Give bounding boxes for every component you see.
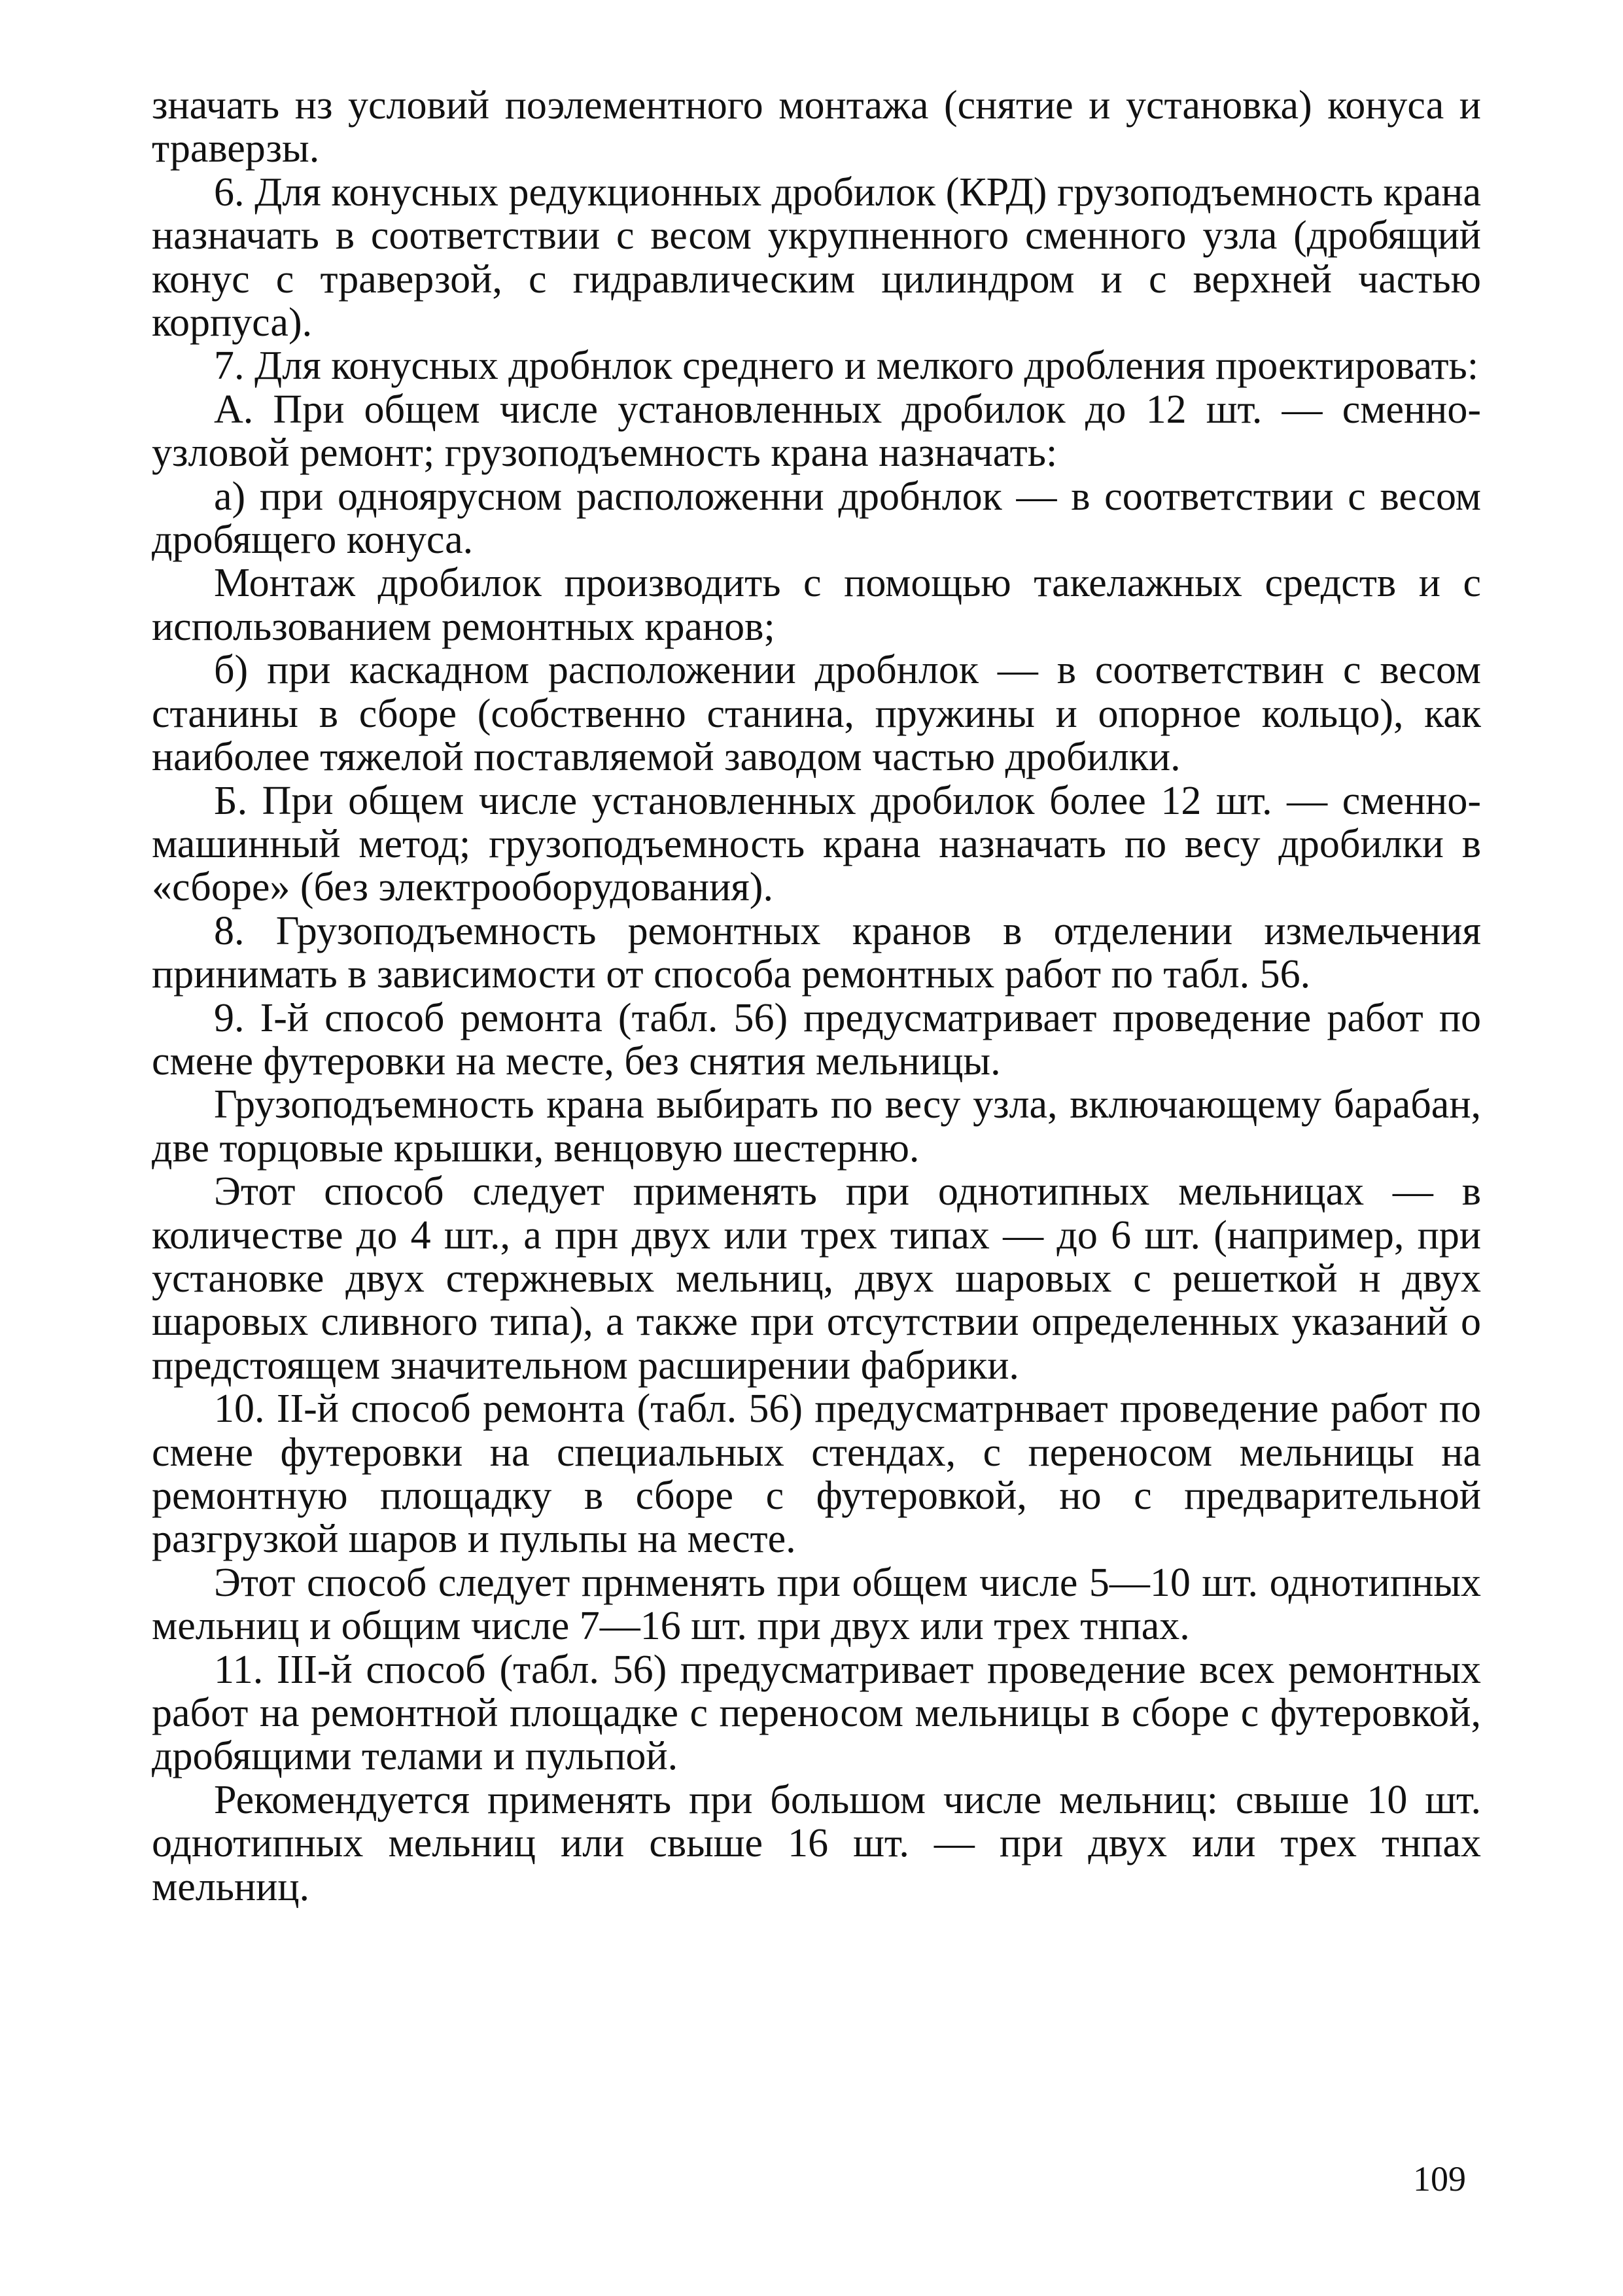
paragraph-item-7: 7. Для конусных дробнлок среднего и мелкого дробления проектировать:: [214, 344, 1479, 389]
paragraph-section-a: А. При общем числе установленных дробилок до 12 шт. — сменно-узловой ремонт; грузоподъемность крана назначать:: [152, 387, 1481, 476]
paragraph-crane-capacity: Грузоподъемность крана выбирать по весу узла, включающему барабан, две торцовые крышки, венцовую шестерню.: [152, 1082, 1481, 1171]
paragraph-item-10: 10. II-й способ ремонта (табл. 56) предусматрнвает проведение работ по смене футеровки на специальных стендах, с переносом мельницы на ремонтную площадку в сборе с футеровкой, но с предварительной разгрузкой шаров и пульпы на месте.: [152, 1386, 1481, 1562]
paragraph-item-8: 8. Грузоподъемность ремонтных кранов в отделении измельчения принимать в зависимости от способа ремонтных работ по табл. 56.: [152, 908, 1481, 997]
paragraph-mounting: Монтаж дробилок производить с помощью такелажных средств и с использованием ремонтных кранов;: [152, 561, 1481, 649]
paragraph-method-3-usage: Рекомендуется применять при большом числе мельниц: свыше 10 шт. однотипных мельниц или свыше 16 шт. — при двух или трех тнпах мельниц.: [152, 1777, 1481, 1909]
paragraph-continuation: значать нз условий поэлементного монтажа (снятие и установка) конуса и траверзы.: [152, 83, 1481, 171]
paragraph-method-2-usage: Этот способ следует прнменять при общем числе 5—10 шт. однотипных мельниц и общим числе 7—16 шт. при двух или трех тнпах.: [152, 1560, 1481, 1649]
page-number: 109: [1413, 2159, 1466, 2199]
paragraph-item-9: 9. I-й способ ремонта (табл. 56) предусматривает проведение работ по смене футеровки на месте, без снятия мельницы.: [152, 995, 1481, 1084]
paragraph-method-1-usage: Этот способ следует применять при однотипных мельницах — в количестве до 4 шт., а прн двух или трех типах — до 6 шт. (например, при установке двух стержневых мельниц, двух шаровых с решеткой н двух шаровых сливного типа), а также при отсутствии определенных указаний о предстоящем значительном расширении фабрики.: [152, 1169, 1481, 1388]
paragraph-item-6: 6. Для конусных редукционных дробилок (КРД) грузоподъемность крана назначать в соответствии с весом укрупненного сменного узла (дробящий конус с траверзой, с гидравлическим цилиндром и с верхней частью корпуса).: [152, 169, 1481, 345]
paragraph-item-11: 11. III-й способ (табл. 56) предусматривает проведение всех ремонтных работ на ремонтной площадке с переносом мельницы в сборе с футеровкой, дробящими телами и пульпой.: [152, 1647, 1481, 1779]
page-body: [152, 84, 1481, 1909]
paragraph-subitem-b: б) при каскадном расположении дробнлок — в соответствин с весом станины в сборе (собственно станина, пружины и опорное кольцо), как наиболее тяжелой поставляемой заводом частью дробилки.: [152, 648, 1481, 780]
paragraph-subitem-a: а) при одноярусном расположенни дробнлок — в соответствии с весом дробящего конуса.: [152, 474, 1481, 563]
paragraph-section-b: Б. При общем числе установленных дробилок более 12 шт. — сменно-машинный метод; грузоподъемность крана назначать по весу дробилки в «сборе» (без электрооборудования).: [152, 778, 1481, 910]
